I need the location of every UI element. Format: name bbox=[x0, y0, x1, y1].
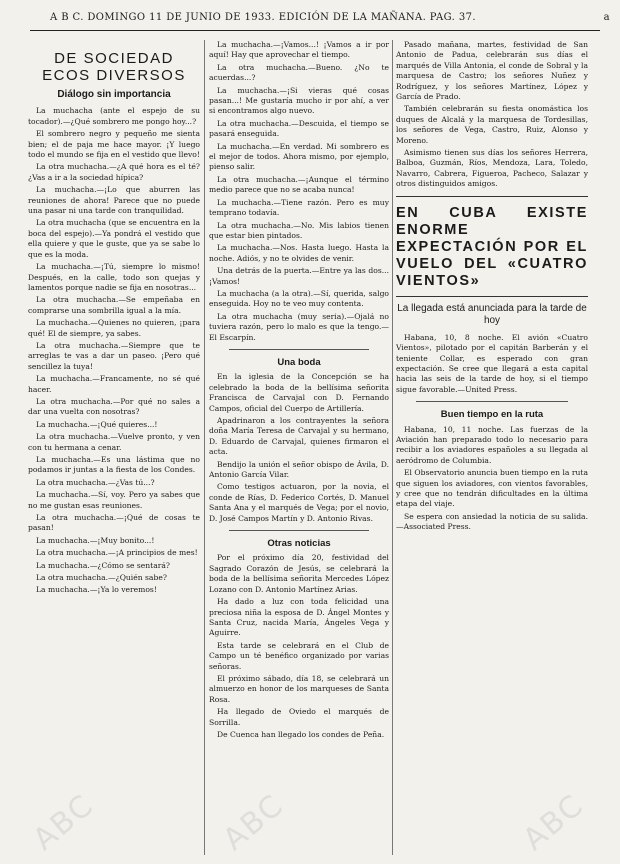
watermark: ABC bbox=[516, 787, 591, 858]
page-header bbox=[50, 12, 610, 23]
column-1 bbox=[26, 40, 200, 858]
header-mark: a bbox=[603, 12, 610, 23]
paragraph: La otra muchacha.—Se empeñaba en comprarse una sombrilla igual a la mía. bbox=[28, 295, 200, 315]
paragraph: La otra muchacha.—¿A qué hora es el té? ¿Vas a ir a la sociedad hípica? bbox=[28, 162, 200, 182]
paragraph: La muchacha.—¡Ya lo veremos! bbox=[36, 585, 157, 595]
paragraph: La otra muchacha.—Por qué no sales a dar una vuelta con nosotras? bbox=[28, 396, 200, 417]
paragraph: La muchacha.—Francamente, no sé qué hacer. bbox=[28, 374, 200, 394]
watermark: ABC bbox=[216, 787, 291, 858]
paragraph: La muchacha.—¿Cómo se sentará? bbox=[36, 560, 170, 570]
paragraph: Pasado mañana, martes, festividad de San Antonio de Padua, celebrarán sus días el marqués de Villa Antonia, el conde de Sobral y la marquesa de Castro; los señores Nuñez y Rodríguez, y los señores Martínez, López y García de Prado. bbox=[396, 40, 588, 102]
paragraph: Habana, 10, 11 noche. Las fuerzas de la Aviación han preparado todo lo necesario para recibir a los aviadores españoles a su llegada al aeródromo de Columbia. bbox=[396, 424, 588, 465]
paragraph: El sombrero negro y pequeño me sienta bien; el de paja me hace mayor. ¡Y luego todo el mundo se fija en el vestido que llevo! bbox=[28, 129, 200, 160]
paragraph: La otra muchacha.—¡A principios de mes! bbox=[36, 548, 198, 558]
paragraph: La otra muchacha.—¿Quién sabe? bbox=[36, 573, 167, 583]
article-headline: Buen tiempo en la ruta bbox=[440, 409, 544, 421]
paragraph: Apadrinaron a los contrayentes la señora doña María Teresa de Carvajal y su hermano, D. Eduardo de Carvajal, quienes firmaron el acta. bbox=[209, 416, 389, 457]
divider bbox=[396, 296, 588, 297]
divider bbox=[396, 196, 588, 197]
paragraph: La muchacha.—¡Lo que aburren las reuniones de ahora! Parece que no puede una pasar ni una tarde con tranquilidad. bbox=[28, 185, 200, 216]
paragraph: La otra muchacha.—Bueno. ¿No te acuerdas...? bbox=[209, 62, 389, 83]
paragraph: Ha dado a luz con toda felicidad una preciosa niña la esposa de D. Ángel Montes y Santa Cruz, nacida María, Ángeles Vega y Aguirre. bbox=[209, 597, 389, 638]
section-title: DE SOCIEDAD ECOS DIVERSOS bbox=[42, 50, 186, 84]
paragraph: La muchacha.—Nos. Hasta luego. Hasta la noche. Adiós, y no te olvides de venir. bbox=[209, 243, 389, 263]
main-headline: EN CUBA EXISTE ENORME EXPECTACIÓN POR EL VUELO DEL «CUATRO VIENTOS» bbox=[396, 204, 588, 289]
paragraph: La otra muchacha.—¡Aunque el término medio parece que no se acaba nunca! bbox=[209, 174, 389, 195]
article-headline: Otras noticias bbox=[267, 538, 331, 550]
paragraph: La muchacha.—¡Tú, siempre lo mismo! Después, en la calle, todo son quejas y lamentos porque nadie se fija en nosotras... bbox=[28, 262, 200, 292]
paragraph: Asimismo tienen sus días los señores Herrera, Balboa, Guzmán, Ríos, Mendoza, Lara, Toledo, Navarro, Cabrera, Figueroa, Pacheco, Salazar y otros distinguidos amigos. bbox=[396, 148, 588, 189]
article-headline: Diálogo sin importancia bbox=[57, 89, 171, 100]
column-rule bbox=[204, 40, 205, 855]
paragraph: La muchacha.—¡Si vieras qué cosas pasan...! Me gustaría mucho ir por ahí, a ver si encontramos algo nuevo. bbox=[209, 85, 389, 116]
paragraph: La muchacha.—¡Qué quieres...! bbox=[36, 419, 158, 429]
paragraph: La muchacha (a la otra).—Sí, querida, salgo enseguida. Hoy no te veo muy contenta. bbox=[209, 288, 389, 309]
header-rule bbox=[30, 30, 600, 31]
paragraph: Una detrás de la puerta.—Entre ya las dos... ¡Vamos! bbox=[209, 266, 389, 286]
paragraph: Se espera con ansiedad la noticia de su salida.—Associated Press. bbox=[396, 511, 588, 532]
header-dateline: A B C. DOMINGO 11 DE JUNIO DE 1933. EDICIÓN DE LA MAÑANA. PAG. 37. bbox=[50, 12, 476, 23]
paragraph: La otra muchacha.—Vuelve pronto, y ven con tu hermana a cenar. bbox=[28, 432, 200, 452]
paragraph: Como testigos actuaron, por la novia, el conde de Rías, D. Federico Cortés, D. Manuel Santa Ana y el marqués de Vega; por el novio, D. José Campos Martín y D. Antonio Rivas. bbox=[209, 482, 389, 523]
paragraph: La otra muchacha.—¡Qué de cosas te pasan! bbox=[28, 513, 200, 533]
column-2 bbox=[209, 40, 389, 858]
paragraph: La muchacha.—En verdad. Mi sombrero es el mejor de todos. Ahora mismo, por ejemplo, pienso salir. bbox=[209, 141, 389, 172]
paragraph: La otra muchacha (muy seria).—Ojalá no tuviera razón, pero lo malo es que la tengo.—El Escarpín. bbox=[209, 311, 389, 342]
paragraph: El Observatorio anuncia buen tiempo en la ruta que siguen los aviadores, con vientos favorables, y cree que no tendrán dificultades en la última etapa del viaje. bbox=[396, 468, 588, 509]
paragraph: En la iglesia de la Concepción se ha celebrado la boda de la bellísima señorita Francisca de Carvajal con D. Fernando Campos, oficial del Cuerpo de Artillería. bbox=[209, 372, 389, 413]
paragraph: Bendijo la unión el señor obispo de Ávila, D. Antonio García Vilar. bbox=[209, 459, 389, 480]
paragraph: Habana, 10, 8 noche. El avión «Cuatro Vientos», pilotado por el capitán Barberán y el teniente Collar, es esperado con gran expectación. Se cree que llegará a esta capital hacia las seis de la tarde de hoy, si el tiempo sigue favorable.—United Press. bbox=[396, 332, 588, 394]
paragraph: La muchacha.—¡Vamos...! ¡Vamos a ir por aquí! Hay que aprovechar el tiempo. bbox=[209, 40, 389, 60]
paragraph: De Cuenca han llegado los condes de Peña. bbox=[217, 729, 385, 739]
paragraph: La otra muchacha.—¿Vas tú...? bbox=[36, 477, 155, 487]
paragraph: La muchacha (ante el espejo de su tocador).—¿Qué sombrero me pongo hoy...? bbox=[28, 106, 200, 126]
paragraph: Esta tarde se celebrará en el Club de Campo un té benéfico organizado por varias señoras. bbox=[209, 640, 389, 671]
paragraph: La otra muchacha.—No. Mis labios tienen que estar bien pintados. bbox=[209, 220, 389, 240]
watermark: ABC bbox=[26, 787, 101, 858]
paragraph: La otra muchacha.—Siempre que te arreglas te vas a dar un paseo. ¡Pero qué sencillez la tuya! bbox=[28, 340, 200, 371]
paragraph: El próximo sábado, día 18, se celebrará un almuerzo en honor de los marqueses de Santa Rosa. bbox=[209, 673, 389, 704]
article-headline: Una boda bbox=[277, 356, 321, 368]
paragraph: La otra muchacha.—Descuida, el tiempo se pasará enseguida. bbox=[209, 118, 389, 139]
paragraph: La muchacha.—¡Muy bonito...! bbox=[36, 535, 155, 545]
column-rule bbox=[392, 40, 393, 855]
divider bbox=[229, 349, 369, 350]
divider bbox=[416, 401, 568, 402]
headline-deck: La llegada está anunciada para la tarde de hoy bbox=[397, 302, 587, 326]
paragraph: La otra muchacha (que se encuentra en la boca del espejo).—Ya pondrá el vestido que ella quiere y que le guste, que ya se sabe lo que es la moda. bbox=[28, 218, 200, 259]
paragraph: Por el próximo día 20, festividad del Sagrado Corazón de Jesús, se celebrará la boda de la bellísima señorita Mercedes López Lozano con D. Antonio Martínez Arias. bbox=[209, 553, 389, 594]
paragraph: También celebrarán su fiesta onomástica los duques de Alcalá y la marquesa de Tordesillas, los señores de Vega, Castro, Ruiz, Alonso y Moreno. bbox=[396, 104, 588, 145]
paragraph: La muchacha.—Tiene razón. Pero es muy temprano todavía. bbox=[209, 197, 389, 218]
paragraph: La muchacha.—Quienes no quieren, ¡para qué! El de siempre, ya sabes. bbox=[28, 318, 200, 338]
paragraph: La muchacha.—Es una lástima que no podamos ir juntas a la fiesta de los Condes. bbox=[28, 455, 200, 475]
column-3 bbox=[396, 40, 588, 855]
divider bbox=[229, 530, 369, 531]
paragraph: La muchacha.—Sí, voy. Pero ya sabes que no me gustan esas reuniones. bbox=[28, 490, 200, 510]
paragraph: Ha llegado de Oviedo el marqués de Sorrilla. bbox=[209, 707, 389, 727]
